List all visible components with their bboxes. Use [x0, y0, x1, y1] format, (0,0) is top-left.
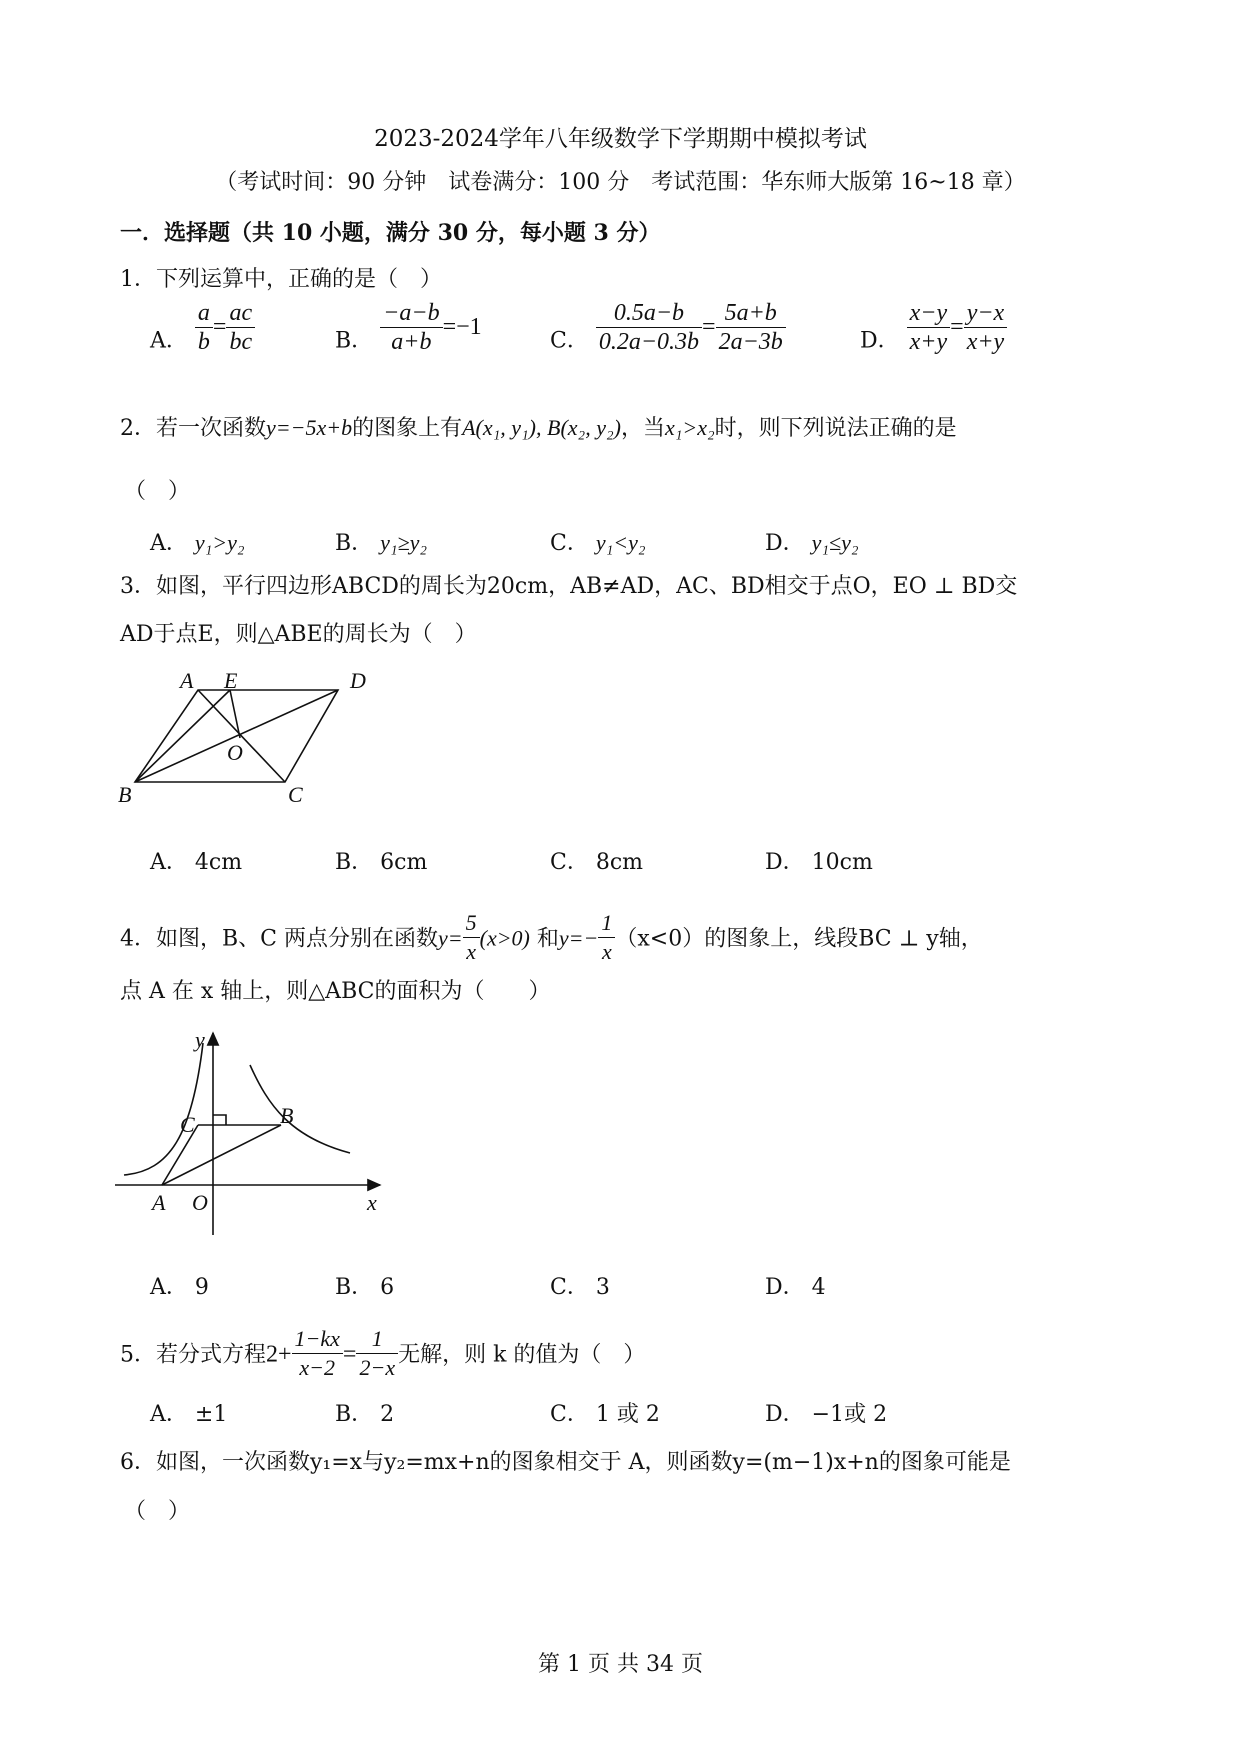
- q1-option-a: A． $\frac{a}{b}$ = $\frac{ac}{bc}$: [150, 314, 255, 369]
- label-o: O: [227, 740, 243, 765]
- q1-option-b: B． $\frac{-a-b}{a+b}$ =−1: [335, 300, 482, 355]
- option-label: B．: [335, 328, 374, 354]
- q5-option-a: A． ±1: [150, 1402, 228, 1427]
- q1-option-d: D． $\frac{x-y}{x+y}$ = $\frac{y-x}{x+y}$: [860, 314, 1007, 369]
- label-c: C: [288, 782, 303, 807]
- option-label: D．: [860, 328, 900, 354]
- q2-bracket: （ ）: [124, 479, 191, 504]
- q2-option-a: A． y₁>y₂: [150, 530, 245, 556]
- q5-option-c: C． 1 或 2: [550, 1402, 660, 1427]
- q4-stem: 4．如图，B、C 两点分别在函数y= $\frac{5}{x}$ (x>0) 和y=− $\frac{1}{x}$ （x<0）的图象上，线段BC ⊥ y轴，: [120, 910, 983, 964]
- q4-option-c: C． 3: [550, 1275, 610, 1300]
- q2-option-b: B． y₁≥y₂: [335, 530, 428, 556]
- q4-line2: 点 A 在 x 轴上，则△ABC的面积为（ ）: [120, 979, 551, 1004]
- page-title: 2023-2024学年八年级数学下学期期中模拟考试: [374, 126, 867, 152]
- q4-option-b: B． 6: [335, 1275, 395, 1300]
- q3-line1: 3．如图，平行四边形ABCD的周长为20cm，AB≠AD，AC、BD相交于点O，EO ⊥ BD交: [120, 574, 1018, 599]
- q5-option-d: D． −1或 2: [765, 1402, 888, 1427]
- q1-stem: 1．下列运算中，正确的是（ ）: [120, 267, 442, 292]
- section-title: 一．选择题（共 10 小题，满分 30 分，每小题 3 分）: [120, 220, 661, 246]
- parallelogram-figure: [110, 660, 390, 810]
- page-number: 第 1 页 共 34 页: [538, 1652, 703, 1677]
- q2-option-c: C． y₁<y₂: [550, 530, 646, 556]
- label-c: C: [180, 1112, 195, 1137]
- q3-option-c: C． 8cm: [550, 850, 644, 875]
- hyperbola-figure: [110, 1025, 400, 1235]
- q5-stem: 5．若分式方程2+ $\frac{1-kx}{x-2}$ = $\frac{1}{2-x}$ 无解，则 k 的值为（ ）: [120, 1326, 646, 1380]
- q3-option-a: A． 4cm: [150, 850, 243, 875]
- label-b: B: [280, 1103, 294, 1128]
- q4-option-d: D． 4: [765, 1275, 826, 1300]
- q3-option-b: B． 6cm: [335, 850, 428, 875]
- q5-option-b: B． 2: [335, 1402, 395, 1427]
- label-e: E: [224, 668, 238, 693]
- label-a: A: [152, 1190, 166, 1215]
- q2-option-d: D． y₁≤y₂: [765, 530, 859, 556]
- label-x: x: [367, 1190, 377, 1215]
- q2-stem: 2．若一次函数y=−5x+b的图象上有A(x₁, y₁), B(x₂, y₂)，当x₁>x₂时，则下列说法正确的是: [120, 415, 957, 441]
- q6-bracket: （ ）: [124, 1499, 191, 1524]
- q1-option-c: C． $\frac{0.5a-b}{0.2a-0.3b}$ = $\frac{5a+b}{2a-3b}$: [550, 314, 786, 369]
- q4-option-a: A． 9: [150, 1275, 209, 1300]
- label-y: y: [195, 1027, 205, 1052]
- label-o: O: [192, 1190, 208, 1215]
- option-label: A．: [150, 328, 188, 354]
- label-b: B: [118, 782, 132, 807]
- q6-line1: 6．如图，一次函数y₁=x与y₂=mx+n的图象相交于 A，则函数y=(m−1)x+n的图象可能是: [120, 1450, 1011, 1475]
- q3-option-d: D． 10cm: [765, 850, 873, 875]
- exam-info: （考试时间：90 分钟 试卷满分：100 分 考试范围：华东师大版第 16~18 章）: [215, 170, 1026, 195]
- q3-line2: AD于点E，则△ABE的周长为（ ）: [120, 622, 477, 647]
- label-a: A: [180, 668, 194, 693]
- label-d: D: [350, 668, 366, 693]
- option-label: C．: [550, 328, 589, 354]
